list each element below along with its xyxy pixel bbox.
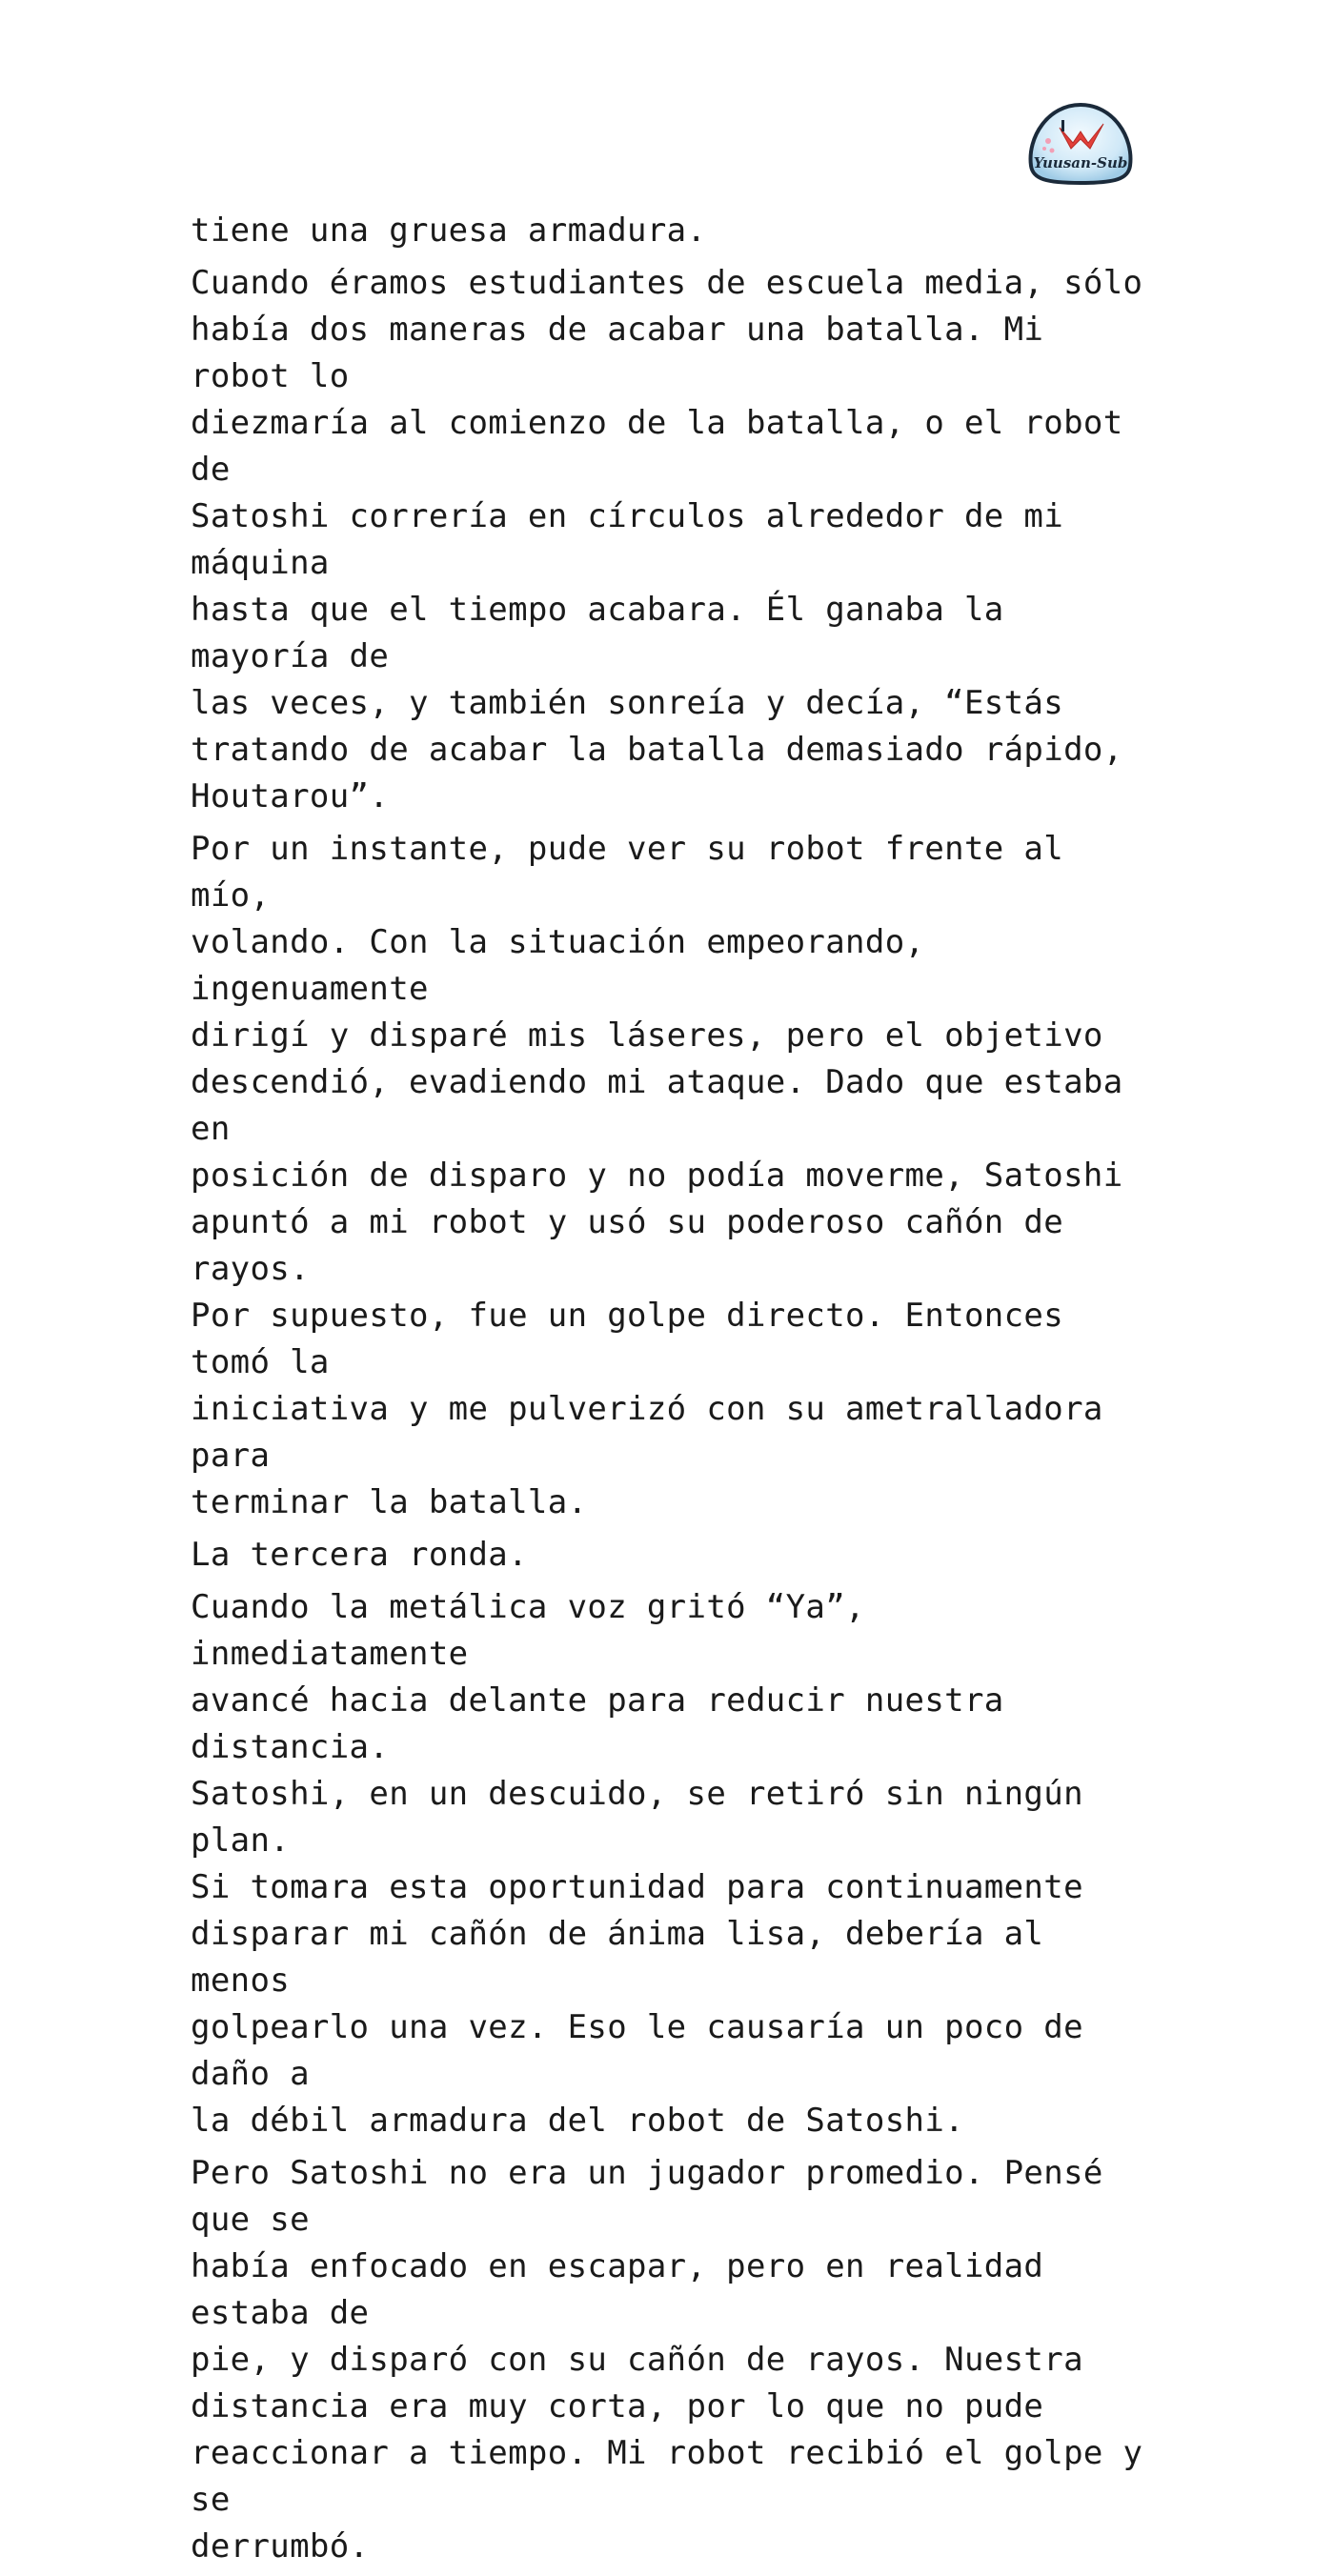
logo-text: Yuusan-Sub bbox=[1033, 154, 1128, 171]
paragraph: tiene una gruesa armadura. bbox=[191, 211, 707, 250]
yuusan-sub-logo bbox=[1023, 99, 1138, 187]
logo-badge-icon bbox=[1023, 99, 1138, 187]
paragraph: La tercera ronda. bbox=[191, 1536, 528, 1574]
paragraph: Por un instante, pude ver su robot frente al mío, volando. Con la situación empeorando, ingenuamente dirigí y disparé mis láseres, pero el objetivo descendió, evadiendo mi ataque. Dado que estaba en posición de disparo y no podía moverme, Satoshi apuntó a mi robot y usó su poderoso cañón de rayos. Por supuesto, fue un golpe directo. Entonces tomó la iniciativa y me pulverizó con su ametralladora para terminar la batalla. bbox=[191, 830, 1123, 1521]
paragraph: Cuando la metálica voz gritó “Ya”, inmediatamente avancé hacia delante para reducir nuestra distancia. Satoshi, en un descuido, se retiró sin ningún plan. Si tomara esta oportunidad para continuamente disparar mi cañón de ánima lisa, debería al menos golpearlo una vez. Eso le causaría un poco de daño a la débil armadura del robot de Satoshi. bbox=[191, 1588, 1083, 2140]
paragraph: Cuando éramos estudiantes de escuela media, sólo había dos maneras de acabar una batalla. Mi robot lo diezmaría al comienzo de la batalla, o el robot de Satoshi correría en círculos alrededor de mi máquina hasta que el tiempo acabara. Él ganaba la mayoría de las veces, y también sonreía y decía, “Estás tratando de acabar la batalla demasiado rápido, Houtarou”. bbox=[191, 264, 1143, 815]
paragraph: Pero Satoshi no era un jugador promedio. Pensé que se había enfocado en escapar, pero en realidad estaba de pie, y disparó con su cañón de rayos. Nuestra distancia era muy corta, por lo que no pude reaccionar a tiempo. Mi robot recibió el golpe y se derrumbó. bbox=[191, 2154, 1143, 2566]
body-text bbox=[191, 208, 1153, 2576]
